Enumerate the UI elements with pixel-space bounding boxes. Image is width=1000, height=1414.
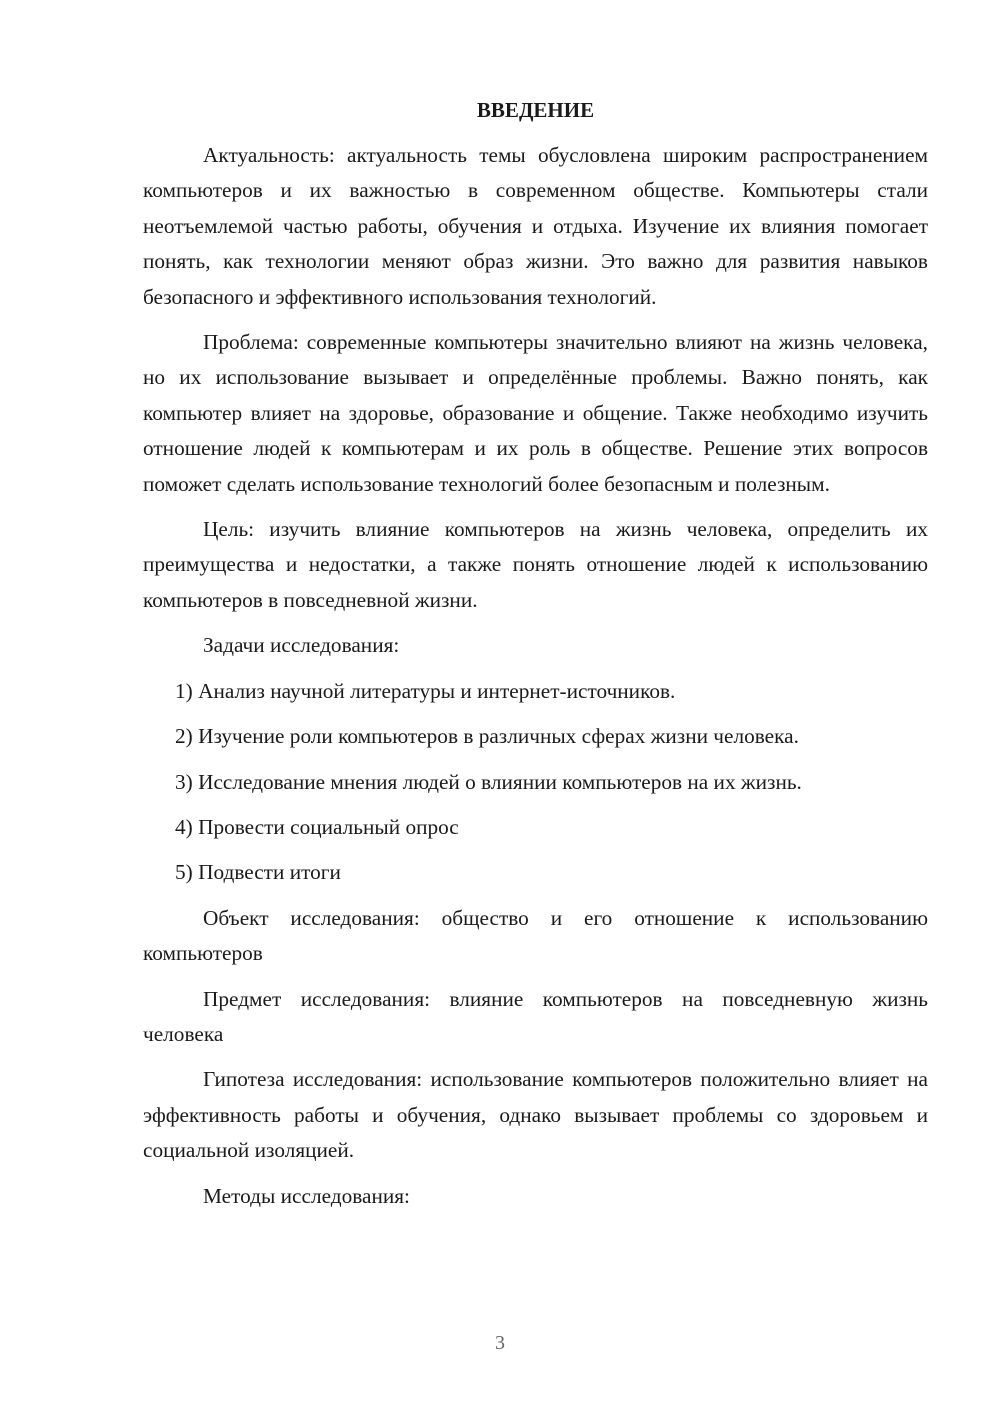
task-item: 1) Анализ научной литературы и интернет-источников. [175, 678, 676, 703]
paragraph-object: Объект исследования: общество и его отношение к использованию компьютеров [143, 905, 928, 966]
task-item: 5) Подвести итоги [175, 860, 341, 885]
paragraph-relevance: Актуальность: актуальность темы обусловлена широким распространением компьютеров и их важностью в современном обществе. Компьютеры стали неотъемлемой частью работы, обучения и отдыха. Изучение их влияния помогает понять, как технологии меняют образ жизни. Это важно для развития навыков безопасного и эффективного использования технологий. [143, 143, 928, 309]
paragraph-subject: Предмет исследования: влияние компьютеров на повседневную жизнь человека [143, 986, 928, 1046]
task-item: 4) Провести социальный опрос [175, 814, 459, 839]
page-number: 3 [495, 1332, 505, 1354]
paragraph-goal: Цель: изучить влияние компьютеров на жизнь человека, определить их преимущества и недостатки, а также понять отношение людей к использованию компьютеров в повседневной жизни. [143, 517, 928, 612]
methods-heading: Методы исследования: [203, 1183, 410, 1208]
document-page [143, 92, 928, 1224]
task-item: 2) Изучение роли компьютеров в различных сферах жизни человека. [175, 724, 799, 749]
paragraph-problem: Проблема: современные компьютеры значительно влияют на жизнь человека, но их использование вызывает и определённые проблемы. Важно понять, как компьютер влияет на здоровье, образование и общение. Также необходимо изучить отношение людей к компьютерам и их роль в обществе. Решение этих вопросов поможет сделать использование технологий более безопасным и полезным. [143, 330, 928, 496]
paragraph-hypothesis: Гипотеза исследования: использование компьютеров положительно влияет на эффективность работы и обучения, однако вызывает проблемы со здоровьем и социальной изоляцией. [143, 1067, 928, 1163]
task-item: 3) Исследование мнения людей о влиянии компьютеров на их жизнь. [175, 769, 802, 794]
tasks-heading: Задачи исследования: [203, 633, 400, 658]
tasks-list [143, 674, 928, 891]
section-title: ВВЕДЕНИЕ [476, 98, 595, 122]
